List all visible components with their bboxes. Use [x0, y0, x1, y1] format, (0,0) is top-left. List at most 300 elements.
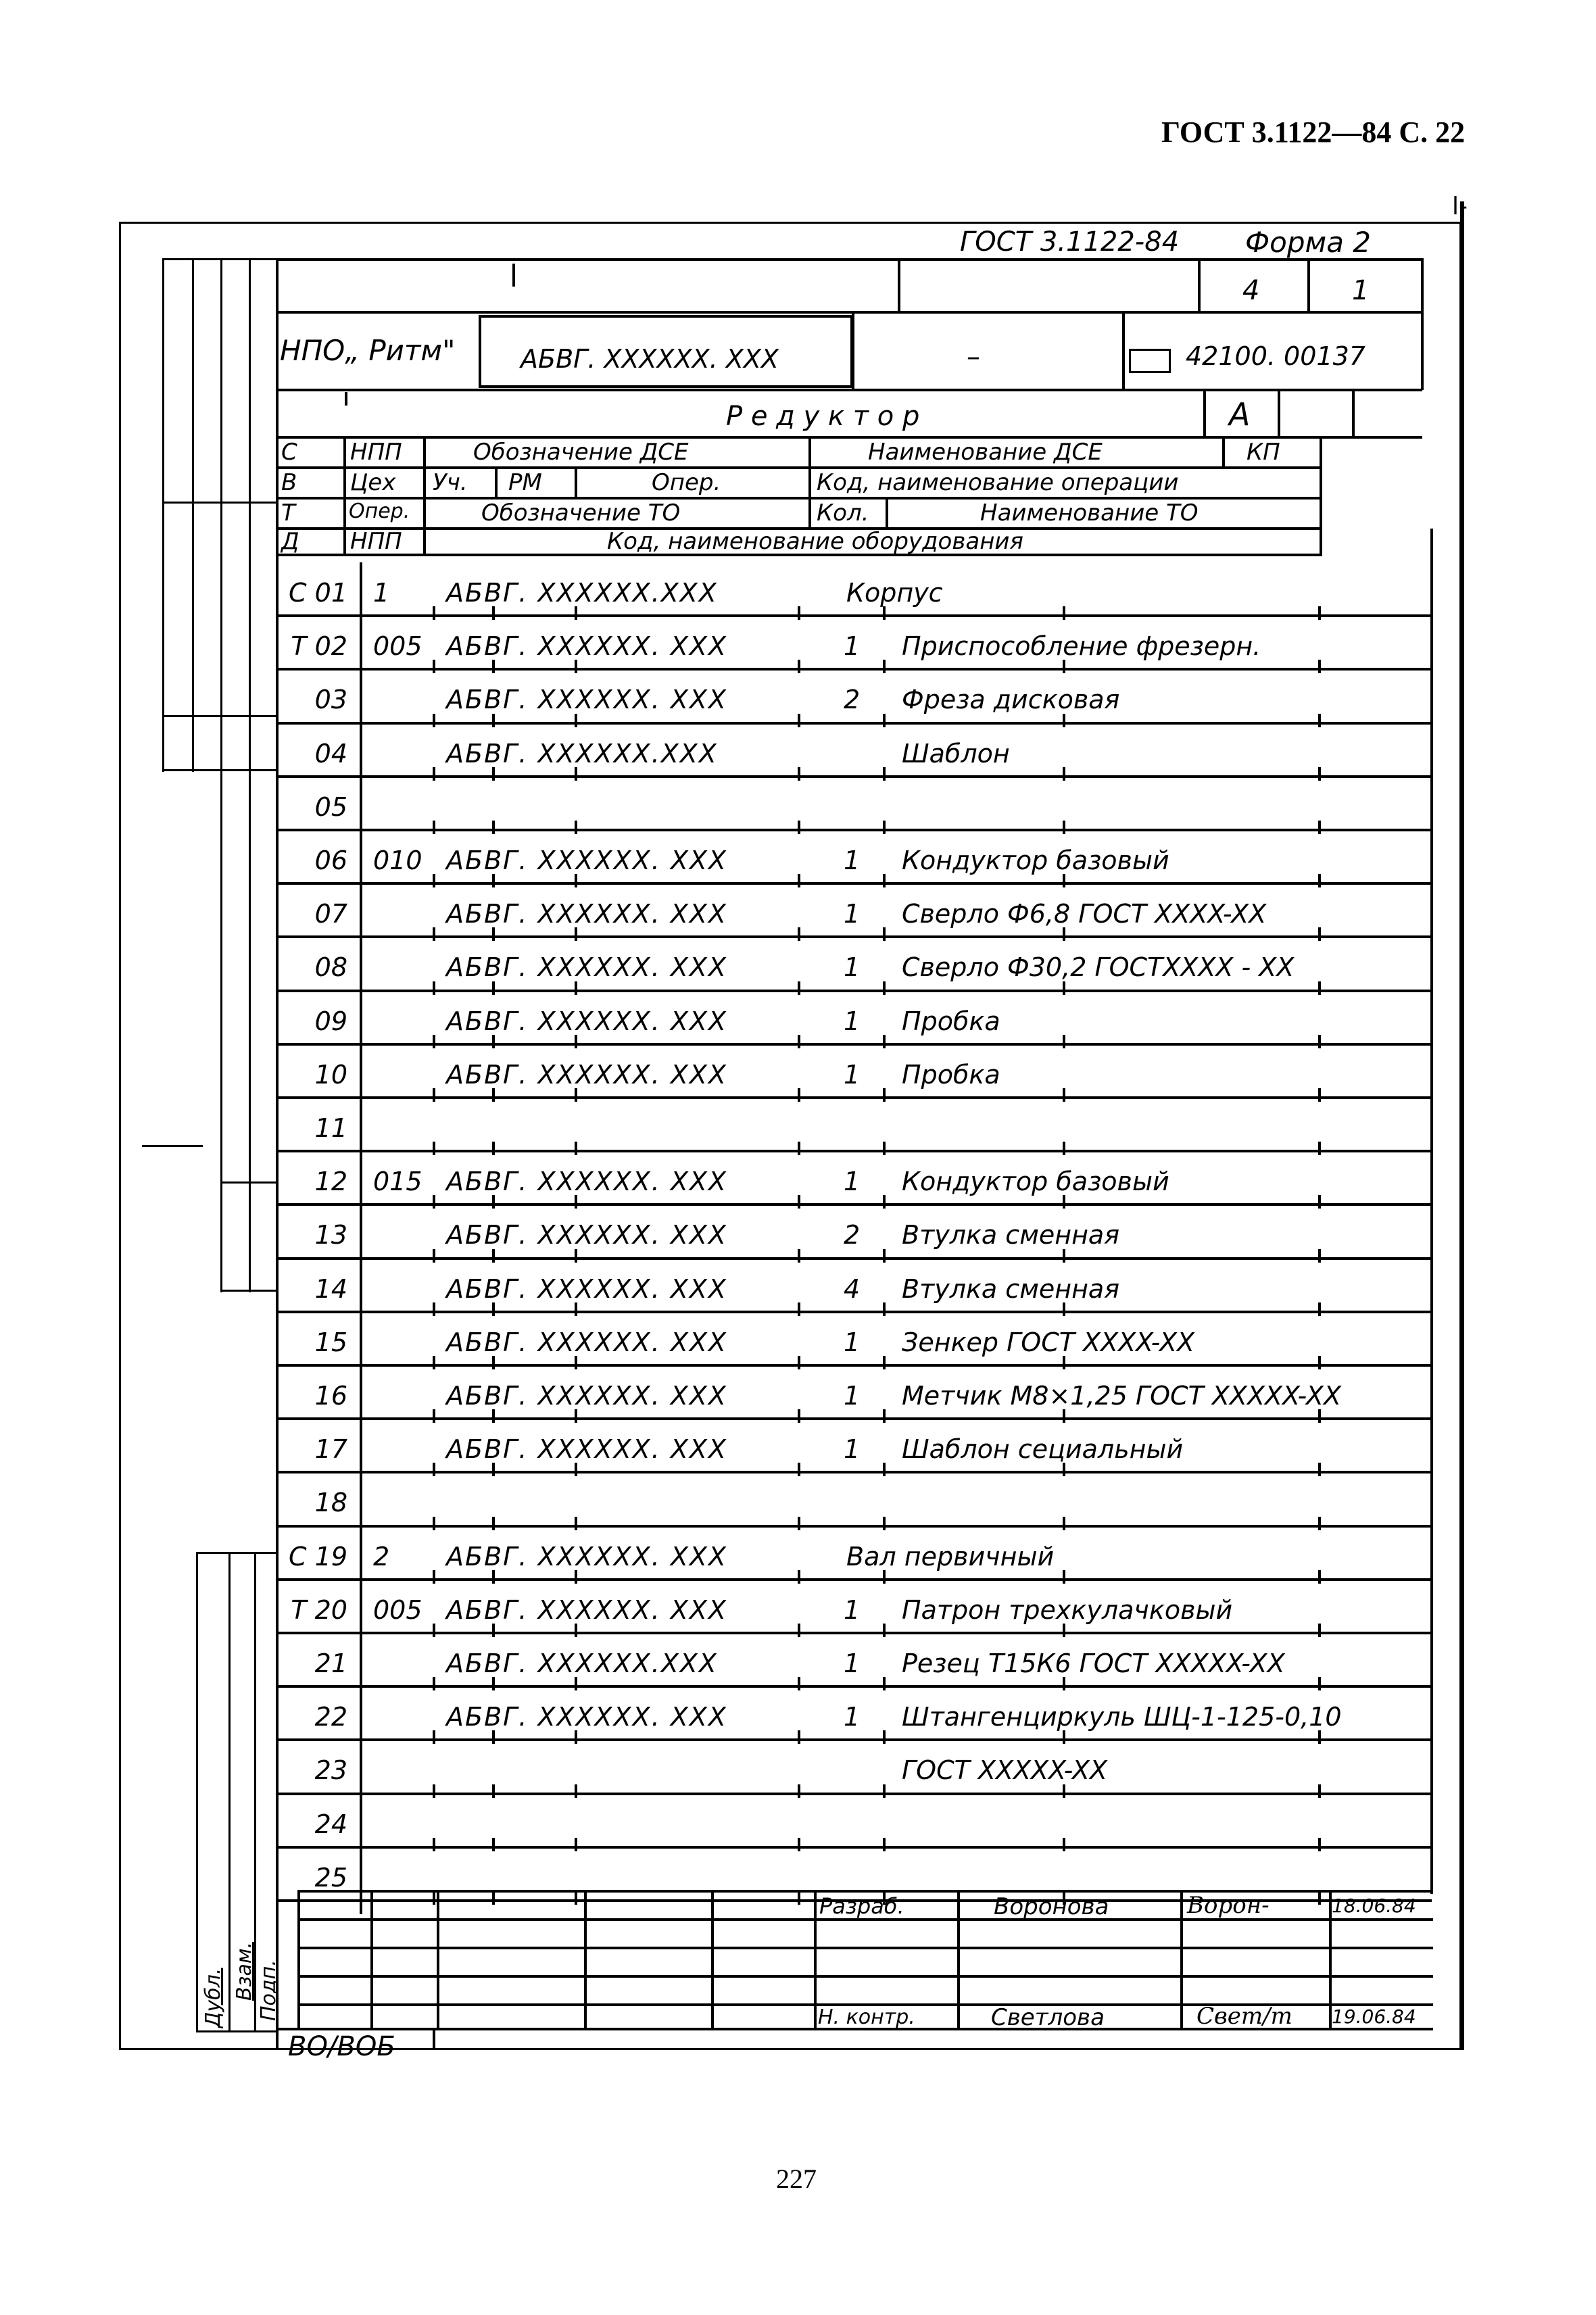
row-number: 16 — [314, 1381, 347, 1411]
row-number: 03 — [314, 685, 347, 715]
row-tick — [433, 1195, 435, 1209]
ctrl-signature: Свет/т — [1196, 2003, 1292, 2030]
ctrl-name: Светлова — [991, 2004, 1105, 2031]
row-tick — [433, 1517, 435, 1530]
row-tick — [433, 606, 435, 620]
row-qty: 1 — [844, 1006, 861, 1036]
header-line — [1198, 258, 1201, 312]
row-tick — [1318, 660, 1321, 673]
row-tick — [575, 1463, 577, 1476]
row-tick — [1318, 1570, 1321, 1584]
row-tick — [1063, 1302, 1065, 1316]
row-tick — [492, 1677, 495, 1690]
legend-cell: Кол. — [817, 499, 869, 527]
header-line — [276, 311, 1422, 314]
row-tick — [575, 1838, 577, 1851]
row-number: 06 — [314, 846, 347, 875]
binding-strip-line — [162, 769, 277, 771]
row-tick — [433, 1891, 435, 1905]
row-tick — [798, 874, 800, 887]
row-tick — [1318, 767, 1321, 781]
binding-strip-line — [162, 502, 277, 504]
row-divider — [276, 1525, 1432, 1528]
row-tick — [798, 927, 800, 941]
sign-line — [1180, 1890, 1183, 2028]
row-divider — [276, 775, 1432, 778]
row-tick — [492, 981, 495, 995]
row-tick — [1318, 1195, 1321, 1209]
row-tick — [883, 981, 886, 995]
org-name: НПО„ Ритм" — [280, 334, 456, 367]
row-tick — [1318, 606, 1321, 620]
row-code: АБВГ. XXXXXX.XXX — [446, 738, 718, 769]
legend-cell: Уч. — [433, 469, 468, 496]
header-line — [276, 389, 1422, 391]
row-npp: 010 — [373, 846, 422, 875]
row-tick — [433, 1624, 435, 1637]
row-tick — [433, 1088, 435, 1102]
footer-code: ВО/ВОБ — [288, 2031, 395, 2062]
legend-line — [886, 497, 888, 527]
row-tick — [433, 660, 435, 673]
row-tick — [575, 1249, 577, 1263]
row-number: 15 — [314, 1327, 347, 1357]
row-number: Т 20 — [291, 1594, 347, 1625]
row-tick — [492, 1035, 495, 1048]
legend-cell: Наименование ТО — [980, 499, 1199, 527]
row-number: 21 — [314, 1649, 347, 1678]
row-divider — [276, 1311, 1432, 1313]
row-name: Приспособление фрезерн. — [902, 631, 1261, 662]
page-number: 227 — [776, 2164, 817, 2194]
row-name: Сверло Ф30,2 ГОСТXXXX - XX — [902, 952, 1295, 983]
row-tick — [1318, 927, 1321, 941]
row-tick — [1318, 981, 1321, 995]
row-tick — [1063, 874, 1065, 887]
row-name: Метчик М8×1,25 ГОСТ XXXXX-XX — [902, 1381, 1341, 1411]
row-tick — [1318, 1409, 1321, 1423]
row-tick — [798, 767, 800, 781]
row-tick — [798, 714, 800, 727]
row-tick — [575, 1570, 577, 1584]
row-tick — [492, 1570, 495, 1584]
legend-cell: НПП — [350, 528, 402, 555]
ctrl-label: Н. контр. — [818, 2005, 915, 2029]
row-name: Кондуктор базовый — [902, 846, 1169, 875]
legend-line — [343, 436, 346, 556]
row-name: Шаблон — [902, 738, 1010, 769]
row-tick — [883, 1356, 886, 1369]
row-tick — [1318, 1463, 1321, 1476]
row-tick — [798, 1517, 800, 1530]
row-tick — [575, 1195, 577, 1209]
row-tick — [492, 1356, 495, 1369]
row-number: 25 — [314, 1862, 347, 1893]
header-line — [1352, 389, 1355, 436]
row-tick — [575, 874, 577, 887]
header-line — [1278, 389, 1280, 436]
row-tick — [433, 1677, 435, 1690]
row-code: АБВГ. XXXXXX. XXX — [446, 631, 727, 662]
row-divider — [276, 1685, 1432, 1688]
row-tick — [798, 660, 800, 673]
row-tick — [575, 821, 577, 834]
side-label-vzam: Взам. — [233, 1941, 256, 2001]
row-tick — [1063, 1356, 1065, 1369]
row-tick — [492, 821, 495, 834]
row-tick — [433, 767, 435, 781]
row-tick — [492, 1784, 495, 1798]
legend-line — [1222, 436, 1225, 466]
row-tick — [433, 927, 435, 941]
row-divider — [276, 1203, 1432, 1206]
product-name: Р е д у к т о р — [726, 401, 920, 432]
row-tick — [883, 1409, 886, 1423]
row-tick — [883, 821, 886, 834]
body-right-border — [1430, 529, 1433, 1894]
row-tick — [492, 1142, 495, 1155]
legend-cell: Цех — [350, 469, 396, 496]
row-tick — [492, 1302, 495, 1316]
row-tick — [492, 1517, 495, 1530]
row-tick — [883, 714, 886, 727]
row-tick — [798, 1409, 800, 1423]
row-tick — [1063, 821, 1065, 834]
row-name: Втулка сменная — [902, 1220, 1120, 1250]
row-name: Вал первичный — [846, 1541, 1055, 1571]
row-qty: 1 — [844, 846, 861, 875]
product-code: 42100. 00137 — [1186, 341, 1365, 371]
binding-dash — [142, 1145, 203, 1147]
row-qty: 1 — [844, 1059, 861, 1090]
row-tick — [798, 1570, 800, 1584]
binding-strip-line — [162, 258, 164, 772]
sign-line — [370, 1890, 373, 2028]
row-tick — [1063, 1677, 1065, 1690]
body-left-border — [360, 562, 362, 1914]
row-name: Шаблон сециальный — [902, 1434, 1184, 1465]
header-line — [1307, 258, 1310, 312]
legend-cell: РМ — [508, 469, 542, 496]
legend-cell: КП — [1247, 439, 1280, 466]
row-tick — [433, 1249, 435, 1263]
binding-strip-line — [249, 258, 251, 1292]
row-tick — [1318, 1517, 1321, 1530]
legend-line — [495, 466, 498, 497]
row-name: Пробка — [902, 1006, 1000, 1036]
dev-label: Разраб. — [819, 1893, 904, 1919]
row-tick — [575, 981, 577, 995]
row-code: АБВГ. XXXXXX. XXX — [446, 1059, 727, 1090]
row-tick — [883, 1088, 886, 1102]
row-number: 11 — [314, 1113, 347, 1143]
row-tick — [1063, 981, 1065, 995]
binding-strip-line — [220, 258, 222, 1292]
row-tick — [1063, 767, 1065, 781]
sign-line — [297, 1975, 1433, 1978]
row-tick — [433, 1784, 435, 1798]
row-number: 17 — [314, 1434, 347, 1465]
row-code: АБВГ. XXXXXX. XXX — [446, 1381, 727, 1411]
row-tick — [1063, 1517, 1065, 1530]
row-tick — [492, 1088, 495, 1102]
row-number: Т 02 — [291, 631, 347, 662]
ctrl-date: 19.06.84 — [1332, 2005, 1416, 2028]
row-divider — [276, 935, 1432, 938]
row-tick — [1063, 1784, 1065, 1798]
row-tick — [575, 1088, 577, 1102]
row-divider — [276, 1846, 1432, 1849]
row-qty: 1 — [844, 1381, 861, 1411]
row-divider — [276, 1257, 1432, 1260]
legend-line — [808, 436, 811, 527]
row-divider — [276, 1578, 1432, 1581]
form-standard: ГОСТ 3.1122-84 — [960, 226, 1180, 258]
row-code: АБВГ. XXXXXX. XXX — [446, 1006, 727, 1036]
row-tick — [575, 1409, 577, 1423]
binding-strip-line — [220, 1181, 277, 1184]
sign-line — [711, 1890, 714, 2028]
binding-strip-line — [192, 258, 194, 772]
row-tick — [1318, 1891, 1321, 1905]
row-tick — [492, 874, 495, 887]
header-line — [898, 258, 900, 312]
row-qty: 1 — [844, 1702, 861, 1732]
legend-cell: Код, наименование оборудования — [607, 528, 1023, 555]
row-tick — [1318, 1356, 1321, 1369]
row-code: АБВГ. XXXXXX. XXX — [446, 846, 727, 875]
row-tick — [883, 1142, 886, 1155]
row-tick — [798, 1730, 800, 1744]
row-tick — [1063, 1624, 1065, 1637]
row-qty: 1 — [844, 631, 861, 662]
binding-strip-line — [220, 1290, 277, 1292]
row-tick — [433, 1142, 435, 1155]
dash: – — [967, 341, 980, 372]
row-tick — [1318, 714, 1321, 727]
row-tick — [1063, 927, 1065, 941]
row-code: АБВГ. XXXXXX. XXX — [446, 1167, 727, 1197]
row-tick — [1318, 1730, 1321, 1744]
legend-cell: Опер. — [349, 499, 410, 523]
row-tick — [1318, 1249, 1321, 1263]
dev-signature: Ворон- — [1187, 1892, 1269, 1919]
row-tick — [433, 874, 435, 887]
row-number: 08 — [314, 952, 347, 983]
row-divider — [276, 829, 1432, 831]
row-tick — [883, 1624, 886, 1637]
row-tick — [798, 1891, 800, 1905]
row-tick — [1318, 1677, 1321, 1690]
row-divider — [276, 1793, 1432, 1795]
header-tick — [512, 264, 515, 287]
side-stamp-line — [196, 2030, 277, 2032]
row-number: 12 — [314, 1167, 347, 1197]
row-npp: 015 — [373, 1167, 422, 1197]
row-tick — [433, 1730, 435, 1744]
row-divider — [276, 1738, 1432, 1741]
row-tick — [492, 1249, 495, 1263]
row-tick — [1063, 1463, 1065, 1476]
header-line — [1421, 258, 1424, 390]
row-qty: 1 — [844, 1167, 861, 1197]
sign-line — [584, 1890, 587, 2028]
row-tick — [798, 981, 800, 995]
row-name: Зенкер ГОСТ XXXX-XX — [902, 1327, 1195, 1357]
row-qty: 1 — [844, 1649, 861, 1678]
row-tick — [883, 767, 886, 781]
row-tick — [1318, 874, 1321, 887]
row-tick — [433, 1035, 435, 1048]
row-divider — [276, 722, 1432, 725]
row-tick — [575, 660, 577, 673]
row-tick — [492, 1409, 495, 1423]
form-label: Форма 2 — [1245, 226, 1372, 259]
row-name: Фреза дисковая — [902, 685, 1120, 715]
row-divider — [276, 614, 1432, 617]
row-tick — [798, 821, 800, 834]
row-tick — [1318, 1624, 1321, 1637]
row-tick — [883, 1195, 886, 1209]
row-number: С 19 — [289, 1541, 347, 1571]
row-tick — [798, 1677, 800, 1690]
page-header: ГОСТ 3.1122—84 С. 22 — [1161, 116, 1466, 149]
row-npp: 005 — [373, 1594, 422, 1625]
row-divider — [276, 1471, 1432, 1473]
row-code: АБВГ. XXXXXX.XXX — [446, 1649, 718, 1678]
row-qty: 4 — [844, 1273, 861, 1304]
row-tick — [798, 1142, 800, 1155]
row-tick — [1063, 1409, 1065, 1423]
row-code: АБВГ. XXXXXX. XXX — [446, 1541, 727, 1571]
row-code: АБВГ. XXXXXX. XXX — [446, 1702, 727, 1732]
header-line — [1203, 389, 1206, 436]
row-tick — [433, 714, 435, 727]
dev-name: Воронова — [994, 1893, 1109, 1920]
row-tick — [798, 606, 800, 620]
side-label-podp: Подп. — [257, 1959, 281, 2021]
row-number: 13 — [314, 1220, 347, 1250]
row-name: Штангенциркуль ШЦ-1-125-0,10 — [902, 1702, 1342, 1732]
doc-code: АБВГ. XXXXXX. XXX — [521, 344, 779, 374]
legend-prefix: Т — [281, 499, 295, 527]
row-tick — [883, 1249, 886, 1263]
row-tick — [1318, 1142, 1321, 1155]
row-tick — [575, 714, 577, 727]
row-tick — [798, 1302, 800, 1316]
row-tick — [1063, 1249, 1065, 1263]
row-tick — [575, 1517, 577, 1530]
side-stamp-line — [228, 1552, 231, 2032]
row-tick — [883, 1730, 886, 1744]
row-qty: 2 — [844, 685, 861, 715]
sign-line — [957, 1890, 960, 2028]
row-divider — [276, 1150, 1432, 1152]
row-number: С 01 — [289, 578, 347, 608]
row-code: АБВГ. XXXXXX. XXX — [446, 952, 727, 983]
document-box-icon — [1129, 349, 1171, 373]
sheet-number: 1 — [1352, 275, 1370, 306]
row-qty: 2 — [844, 1220, 861, 1250]
row-name: Корпус — [846, 578, 943, 608]
row-code: АБВГ. XXXXXX. XXX — [446, 685, 727, 715]
row-tick — [492, 1891, 495, 1905]
row-tick — [575, 1624, 577, 1637]
legend-prefix: В — [281, 469, 297, 496]
row-tick — [1063, 1035, 1065, 1048]
row-tick — [798, 1088, 800, 1102]
row-tick — [883, 1035, 886, 1048]
row-tick — [798, 1356, 800, 1369]
row-tick — [798, 1624, 800, 1637]
header-line — [852, 311, 854, 390]
binding-strip-line — [162, 258, 277, 260]
row-tick — [798, 1784, 800, 1798]
row-divider — [276, 1632, 1432, 1634]
row-tick — [492, 714, 495, 727]
legend-cell: Обозначение ТО — [481, 499, 681, 527]
legend-cell: Опер. — [652, 469, 721, 496]
row-tick — [1318, 1302, 1321, 1316]
row-tick — [883, 1570, 886, 1584]
row-tick — [575, 606, 577, 620]
row-name: Сверло Ф6,8 ГОСТ XXXX-XX — [902, 899, 1267, 929]
row-code: АБВГ. XXXXXX. XXX — [446, 899, 727, 929]
row-tick — [1063, 1730, 1065, 1744]
row-tick — [575, 1891, 577, 1905]
row-tick — [492, 767, 495, 781]
row-tick — [492, 1463, 495, 1476]
side-stamp-line — [196, 1552, 198, 2032]
row-tick — [575, 1035, 577, 1048]
row-name: Втулка сменная — [902, 1273, 1120, 1304]
legend-line — [423, 436, 426, 556]
row-code: АБВГ. XXXXXX. XXX — [446, 1273, 727, 1304]
row-tick — [433, 1302, 435, 1316]
row-number: 10 — [314, 1059, 347, 1090]
row-name: Кондуктор базовый — [902, 1167, 1169, 1197]
row-number: 24 — [314, 1809, 347, 1839]
row-divider — [276, 1043, 1432, 1046]
row-number: 23 — [314, 1755, 347, 1786]
side-stamp-line — [196, 1552, 277, 1554]
row-tick — [1063, 1195, 1065, 1209]
row-qty: 1 — [844, 1594, 861, 1625]
row-tick — [575, 1730, 577, 1744]
row-number: 04 — [314, 738, 347, 769]
dev-date: 18.06.84 — [1332, 1895, 1416, 1917]
row-divider — [276, 1417, 1432, 1420]
legend-cell: НПП — [350, 439, 402, 466]
row-tick — [1318, 1088, 1321, 1102]
row-tick — [575, 1784, 577, 1798]
row-npp: 2 — [373, 1541, 390, 1571]
row-tick — [1063, 606, 1065, 620]
row-tick — [1318, 1838, 1321, 1851]
row-qty: 1 — [844, 952, 861, 983]
sheets-count: 4 — [1242, 275, 1260, 306]
row-tick — [575, 1677, 577, 1690]
side-label-dubl: Дубл. — [201, 1968, 225, 2028]
row-tick — [1063, 1088, 1065, 1102]
legend-cell: Наименование ДСЕ — [868, 439, 1103, 466]
legend-prefix: Д — [281, 528, 299, 555]
row-tick — [1063, 1142, 1065, 1155]
row-tick — [492, 1730, 495, 1744]
legend-prefix: С — [281, 439, 297, 466]
row-code: АБВГ. XXXXXX. XXX — [446, 1327, 727, 1357]
row-code: АБВГ. XXXXXX. XXX — [446, 1434, 727, 1465]
